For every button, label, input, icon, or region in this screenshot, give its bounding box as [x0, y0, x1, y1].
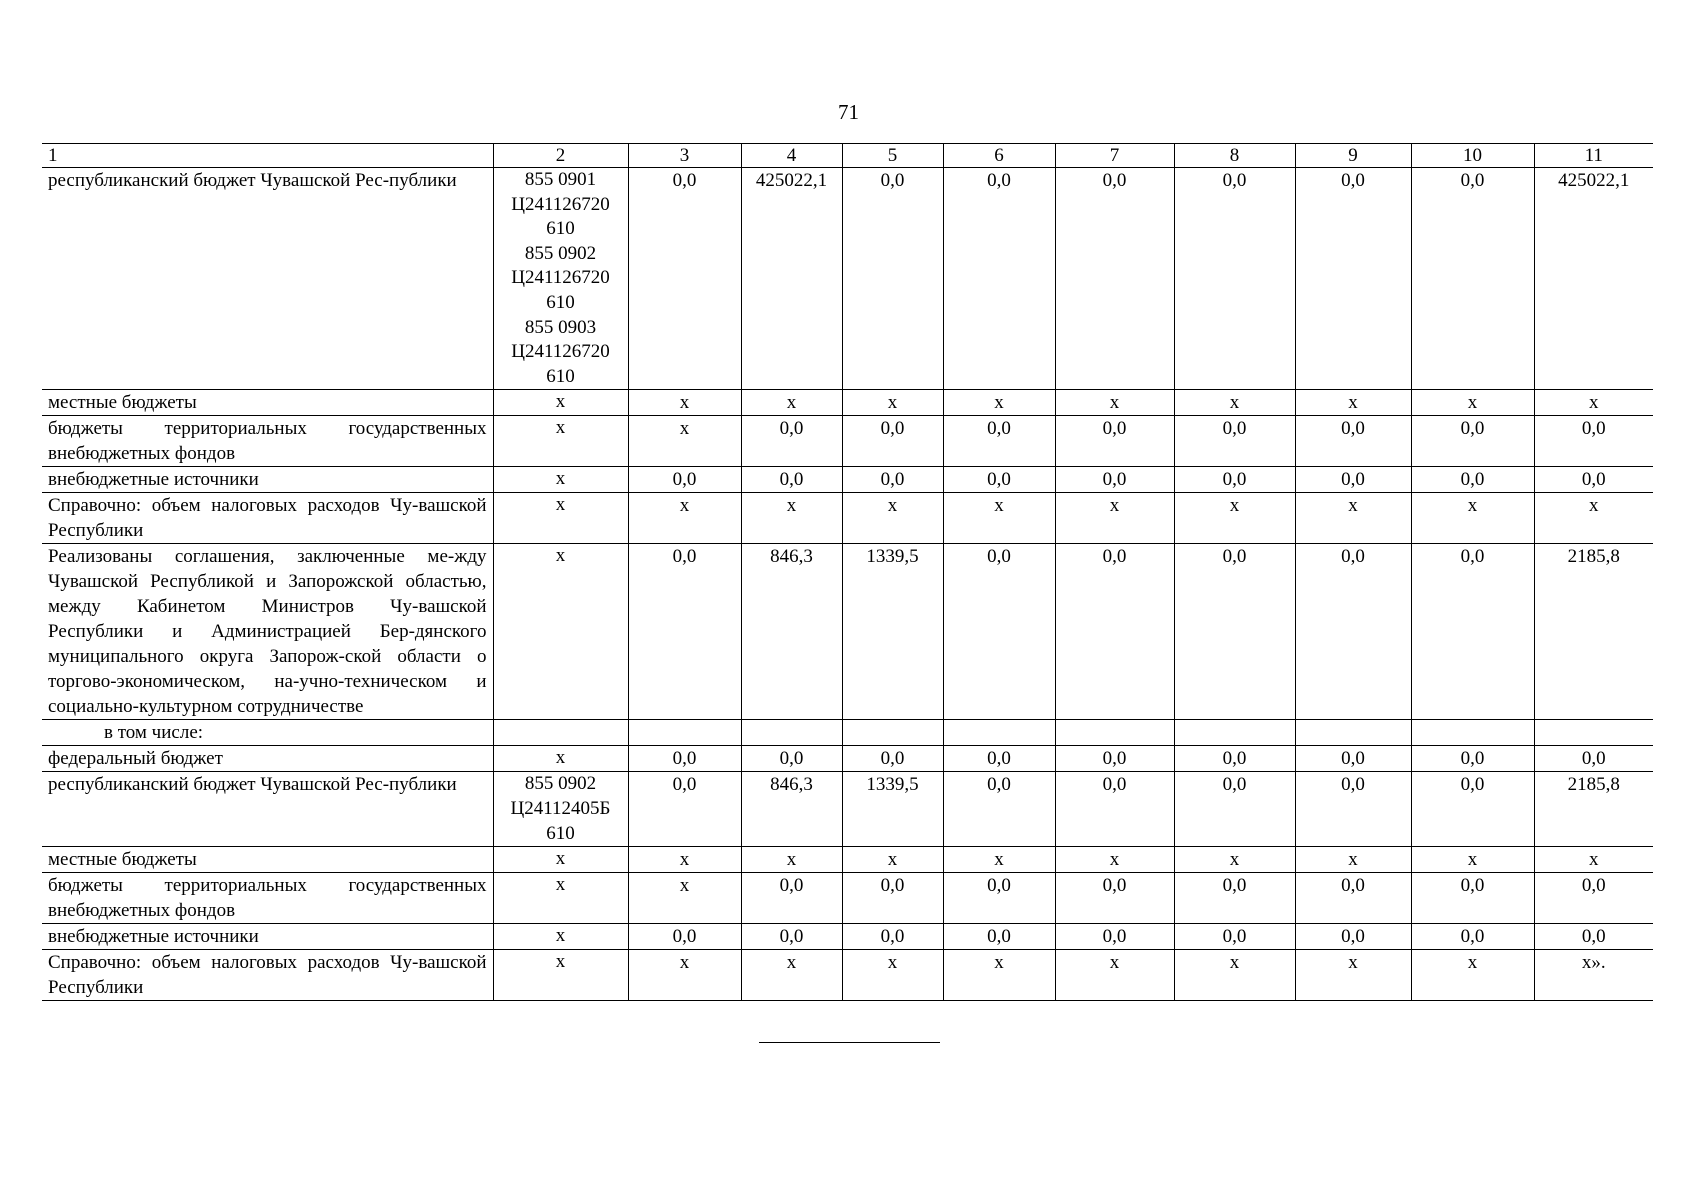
value-cell: 0,0: [628, 544, 741, 720]
table-row: [42, 168, 1653, 390]
table-row: [42, 746, 1653, 772]
value-cell: 0,0: [1411, 168, 1534, 390]
value-cell: х: [741, 390, 842, 416]
row-label: местные бюджеты: [42, 847, 493, 873]
value-cell: 0,0: [628, 772, 741, 847]
row-label: бюджеты территориальных государственных внебюджетных фондов: [42, 873, 493, 924]
value-cell: 0,0: [1174, 544, 1295, 720]
row-label: Справочно: объем налоговых расходов Чу-вашской Республики: [42, 950, 493, 1001]
value-cell: 0,0: [943, 873, 1055, 924]
table-row: [42, 847, 1653, 873]
value-cell: 2185,8: [1534, 544, 1653, 720]
row-label: Реализованы соглашения, заключенные ме-жду Чувашской Республикой и Запорожской областью, между Кабинетом Министров Чу-вашской Республики и Администрацией Бер-дянского муниципального округа Запорож-ской области о торгово-экономическом, на-учно-техническом и социально-культурном сотрудничестве: [42, 544, 493, 720]
value-cell: 0,0: [842, 168, 943, 390]
row-label: бюджеты территориальных государственных внебюджетных фондов: [42, 416, 493, 467]
value-cell: х: [628, 493, 741, 544]
value-cell: х: [1411, 950, 1534, 1001]
column-number: 8: [1174, 144, 1295, 168]
value-cell: х: [842, 847, 943, 873]
value-cell: 0,0: [1055, 416, 1174, 467]
table-row: [42, 950, 1653, 1001]
value-cell: 0,0: [1534, 873, 1653, 924]
column-number: 10: [1411, 144, 1534, 168]
value-cell: 0,0: [943, 467, 1055, 493]
value-cell: х: [1295, 493, 1411, 544]
value-cell: 0,0: [741, 746, 842, 772]
value-cell: 0,0: [1411, 924, 1534, 950]
value-cell: х: [1055, 390, 1174, 416]
value-cell: 0,0: [842, 746, 943, 772]
page-number: 71: [838, 100, 859, 124]
value-cell: 0,0: [741, 416, 842, 467]
row-label: внебюджетные источники: [42, 467, 493, 493]
table-row: [42, 493, 1653, 544]
value-cell: 0,0: [1055, 772, 1174, 847]
budget-code-cell: 855 0902 Ц24112405Б 610: [493, 772, 628, 847]
budget-code-cell: х: [493, 493, 628, 544]
budget-code-cell: х: [493, 467, 628, 493]
value-cell: х: [943, 847, 1055, 873]
row-label: федеральный бюджет: [42, 746, 493, 772]
value-cell: 0,0: [842, 416, 943, 467]
budget-code-cell: х: [493, 390, 628, 416]
budget-code-cell: х: [493, 924, 628, 950]
column-number: 4: [741, 144, 842, 168]
value-cell: 0,0: [1411, 467, 1534, 493]
column-number: 9: [1295, 144, 1411, 168]
budget-table: [42, 143, 1653, 1001]
value-cell: х: [842, 493, 943, 544]
value-cell: 0,0: [1295, 924, 1411, 950]
value-cell: 0,0: [943, 924, 1055, 950]
value-cell: 0,0: [842, 924, 943, 950]
column-number: 7: [1055, 144, 1174, 168]
value-cell: [1411, 720, 1534, 746]
value-cell: х: [628, 847, 741, 873]
value-cell: 0,0: [1534, 746, 1653, 772]
value-cell: 0,0: [741, 924, 842, 950]
value-cell: 0,0: [1174, 168, 1295, 390]
value-cell: 0,0: [628, 467, 741, 493]
value-cell: х».: [1534, 950, 1653, 1001]
row-label: Справочно: объем налоговых расходов Чу-вашской Республики: [42, 493, 493, 544]
value-cell: 0,0: [1534, 467, 1653, 493]
value-cell: 0,0: [943, 168, 1055, 390]
value-cell: х: [1411, 847, 1534, 873]
value-cell: х: [842, 390, 943, 416]
value-cell: х: [628, 873, 741, 924]
value-cell: х: [741, 950, 842, 1001]
value-cell: 0,0: [628, 168, 741, 390]
value-cell: х: [1295, 950, 1411, 1001]
value-cell: [943, 720, 1055, 746]
budget-code-cell: х: [493, 950, 628, 1001]
value-cell: [1295, 720, 1411, 746]
value-cell: 0,0: [1411, 544, 1534, 720]
value-cell: х: [741, 847, 842, 873]
value-cell: х: [1411, 493, 1534, 544]
column-number: 11: [1534, 144, 1653, 168]
budget-code-cell: 855 0901 Ц241126720 610 855 0902 Ц241126720 610 855 0903 Ц241126720 610: [493, 168, 628, 390]
value-cell: 0,0: [1055, 746, 1174, 772]
value-cell: 0,0: [1055, 168, 1174, 390]
value-cell: 2185,8: [1534, 772, 1653, 847]
value-cell: 0,0: [1174, 746, 1295, 772]
table-row: [42, 390, 1653, 416]
value-cell: 0,0: [1411, 746, 1534, 772]
value-cell: х: [628, 950, 741, 1001]
table-row: [42, 467, 1653, 493]
value-cell: 0,0: [628, 746, 741, 772]
value-cell: х: [628, 390, 741, 416]
value-cell: х: [842, 950, 943, 1001]
budget-code-cell: х: [493, 416, 628, 467]
value-cell: 0,0: [1174, 873, 1295, 924]
value-cell: 0,0: [943, 746, 1055, 772]
value-cell: х: [1055, 847, 1174, 873]
row-label: местные бюджеты: [42, 390, 493, 416]
value-cell: 1339,5: [842, 544, 943, 720]
value-cell: 0,0: [1055, 873, 1174, 924]
value-cell: х: [741, 493, 842, 544]
value-cell: 0,0: [1295, 544, 1411, 720]
value-cell: х: [1411, 390, 1534, 416]
row-label: республиканский бюджет Чувашской Рес-публики: [42, 168, 493, 390]
value-cell: х: [943, 950, 1055, 1001]
value-cell: 0,0: [1295, 772, 1411, 847]
column-number-row: [42, 144, 1653, 168]
value-cell: 0,0: [842, 873, 943, 924]
value-cell: 0,0: [1055, 924, 1174, 950]
value-cell: 425022,1: [741, 168, 842, 390]
value-cell: [842, 720, 943, 746]
table-row: [42, 873, 1653, 924]
value-cell: 0,0: [1534, 924, 1653, 950]
row-label: в том числе:: [42, 720, 493, 746]
value-cell: х: [943, 493, 1055, 544]
value-cell: [1055, 720, 1174, 746]
value-cell: [1534, 720, 1653, 746]
table-row: [42, 924, 1653, 950]
row-label: внебюджетные источники: [42, 924, 493, 950]
value-cell: 0,0: [1055, 544, 1174, 720]
value-cell: 0,0: [628, 924, 741, 950]
value-cell: 0,0: [1295, 746, 1411, 772]
budget-code-cell: х: [493, 847, 628, 873]
value-cell: 425022,1: [1534, 168, 1653, 390]
column-number: 2: [493, 144, 628, 168]
value-cell: х: [1534, 390, 1653, 416]
value-cell: 0,0: [1174, 924, 1295, 950]
value-cell: х: [1174, 390, 1295, 416]
budget-code-cell: [493, 720, 628, 746]
value-cell: 0,0: [741, 467, 842, 493]
value-cell: 0,0: [943, 416, 1055, 467]
value-cell: х: [943, 390, 1055, 416]
value-cell: х: [1534, 493, 1653, 544]
value-cell: 846,3: [741, 772, 842, 847]
value-cell: х: [1174, 950, 1295, 1001]
table-row: [42, 416, 1653, 467]
column-number: 5: [842, 144, 943, 168]
budget-code-cell: х: [493, 544, 628, 720]
value-cell: 0,0: [1295, 467, 1411, 493]
value-cell: 0,0: [1055, 467, 1174, 493]
value-cell: [741, 720, 842, 746]
value-cell: 0,0: [741, 873, 842, 924]
value-cell: 0,0: [1411, 772, 1534, 847]
value-cell: 0,0: [1534, 416, 1653, 467]
column-number: 3: [628, 144, 741, 168]
value-cell: х: [628, 416, 741, 467]
budget-code-cell: х: [493, 873, 628, 924]
value-cell: 846,3: [741, 544, 842, 720]
row-label: республиканский бюджет Чувашской Рес-публики: [42, 772, 493, 847]
value-cell: [628, 720, 741, 746]
value-cell: 0,0: [1295, 873, 1411, 924]
value-cell: 0,0: [1174, 416, 1295, 467]
table-row: [42, 544, 1653, 720]
value-cell: 0,0: [1295, 416, 1411, 467]
value-cell: 0,0: [1411, 416, 1534, 467]
value-cell: х: [1174, 493, 1295, 544]
value-cell: [1174, 720, 1295, 746]
budget-code-cell: х: [493, 746, 628, 772]
value-cell: 0,0: [1174, 772, 1295, 847]
value-cell: 0,0: [1174, 467, 1295, 493]
value-cell: х: [1055, 493, 1174, 544]
value-cell: 1339,5: [842, 772, 943, 847]
column-number: 6: [943, 144, 1055, 168]
value-cell: 0,0: [943, 772, 1055, 847]
value-cell: х: [1295, 390, 1411, 416]
footnote-separator-line: [759, 1042, 940, 1043]
value-cell: 0,0: [842, 467, 943, 493]
value-cell: х: [1055, 950, 1174, 1001]
value-cell: 0,0: [1295, 168, 1411, 390]
column-number: 1: [42, 144, 493, 168]
value-cell: х: [1174, 847, 1295, 873]
value-cell: х: [1295, 847, 1411, 873]
table-row: [42, 720, 1653, 746]
value-cell: 0,0: [943, 544, 1055, 720]
value-cell: 0,0: [1411, 873, 1534, 924]
value-cell: х: [1534, 847, 1653, 873]
table-row: [42, 772, 1653, 847]
